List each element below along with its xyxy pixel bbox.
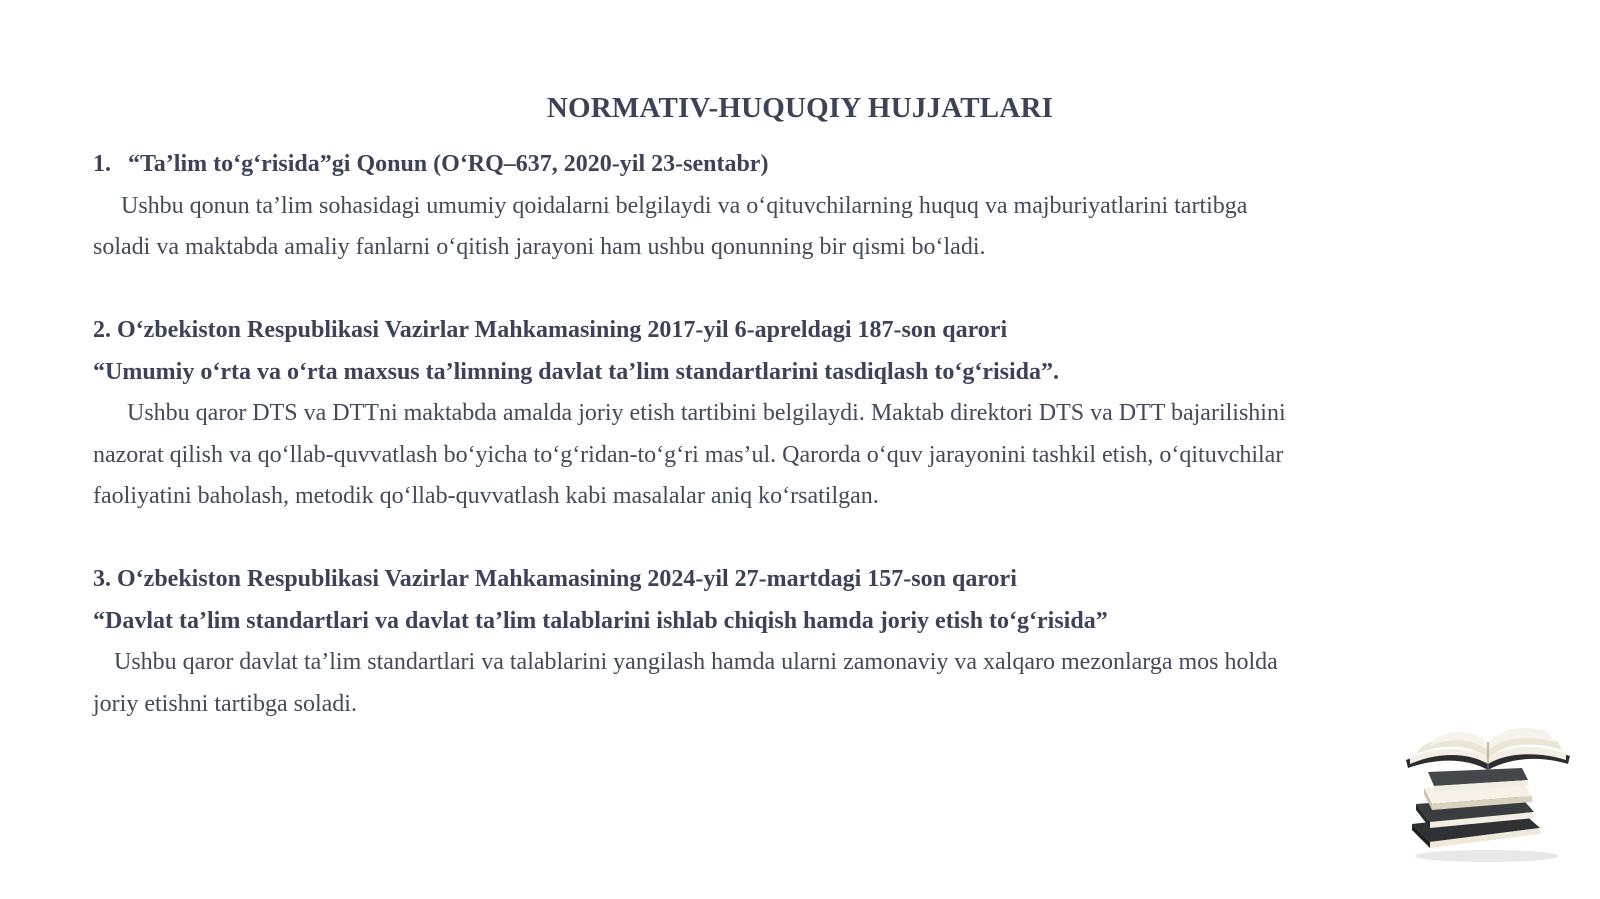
section-1-title: “Ta’lim to‘g‘risida”gi Qonun (O‘RQ–637, 2020-yil 23-sentabr) — [128, 151, 769, 177]
section-3-heading-line-2: “Davlat ta’lim standartlari va davlat ta’lim talablarini ishlab chiqish hamda joriy etish to‘g‘risida” — [93, 607, 1108, 634]
section-1-heading — [93, 144, 1493, 186]
section-3 — [93, 559, 1493, 725]
section-1-body-line-1: Ushbu qonun ta’lim sohasidagi umumiy qoidalarni belgilaydi va o‘qituvchilarning huquq va majburiyatlarini tartibga — [121, 192, 1248, 219]
page-title: NORMATIV-HUQUQIY HUJJATLARI — [546, 92, 1054, 124]
section-3-body-line-2: joriy etishni tartibga soladi. — [93, 690, 357, 717]
section-3-body-line-1: Ushbu qaror davlat ta’lim standartlari va talablarini yangilash hamda ularni zamonaviy va xalqaro mezonlarga mos holda — [114, 649, 1278, 675]
section-1-body-line-2: soladi va maktabda amaliy fanlarni o‘qitish jarayoni ham ushbu qonunning bir qismi bo‘ladi. — [93, 234, 986, 260]
books-stack-icon — [1402, 716, 1572, 866]
section-2 — [93, 310, 1493, 518]
section-1-number: 1. — [93, 151, 111, 177]
section-3-heading-line-1: 3. O‘zbekiston Respublikasi Vazirlar Mahkamasining 2024-yil 27-martdagi 157-son qarori — [93, 566, 1017, 592]
section-2-body-line-1: Ushbu qaror DTS va DTTni maktabda amalda joriy etish tartibini belgilaydi. Maktab direktori DTS va DTT bajarilishini — [127, 400, 1286, 426]
section-2-heading-line-1: 2. O‘zbekiston Respublikasi Vazirlar Mahkamasining 2017-yil 6-apreldagi 187-son qarori — [93, 317, 1008, 343]
section-2-heading-line-2: “Umumiy o‘rta va o‘rta maxsus ta’limning davlat ta’lim standartlarini tasdiqlash to‘g‘risida”. — [93, 358, 1059, 385]
document-body — [93, 144, 1493, 725]
section-2-body-line-3: faoliyatini baholash, metodik qo‘llab-quvvatlash kabi masalalar aniq ko‘rsatilgan. — [93, 483, 879, 509]
section-1 — [93, 144, 1493, 269]
section-2-body-line-2: nazorat qilish va qo‘llab-quvvatlash bo‘yicha to‘g‘ridan-to‘g‘ri mas’ul. Qarorda o‘quv jarayonini tashkil etish, o‘qituvchilar — [93, 441, 1284, 468]
